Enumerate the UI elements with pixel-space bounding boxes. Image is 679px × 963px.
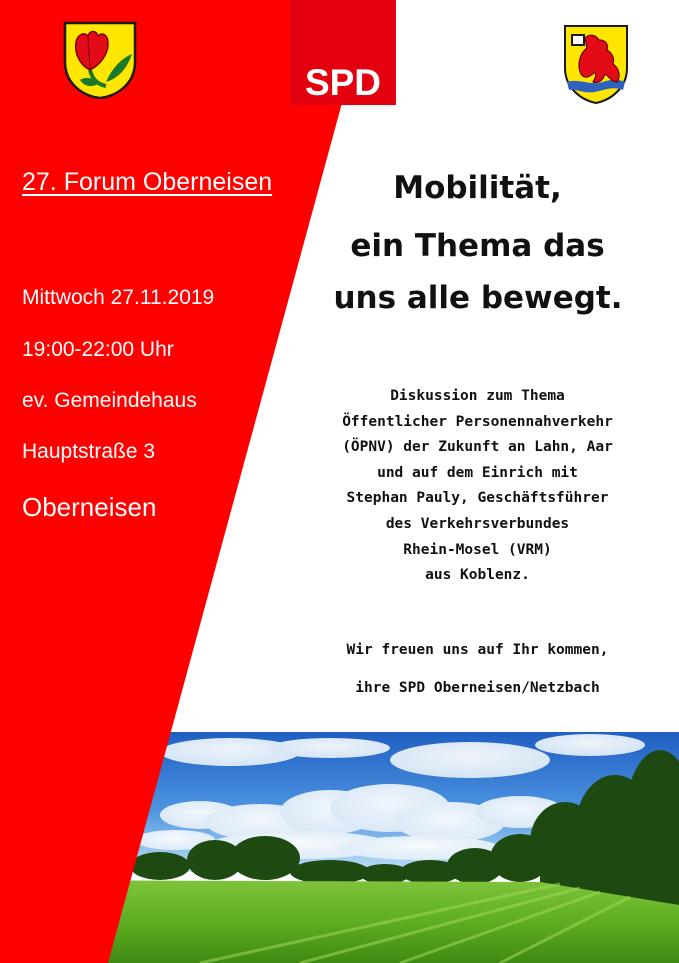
description-line: Öffentlicher Personennahverkehr	[342, 414, 613, 430]
description-line: Rhein-Mosel (VRM)	[403, 542, 552, 558]
description-line: Diskussion zum Thema	[390, 388, 565, 404]
forum-title: 27. Forum Oberneisen	[22, 168, 273, 196]
description-line: aus Koblenz.	[425, 567, 530, 583]
event-street: Hauptstraße 3	[22, 440, 156, 463]
closing-line-1: Wir freuen uns auf Ihr kommen,	[346, 642, 609, 658]
description-line: und auf dem Einrich mit	[377, 465, 578, 481]
description-line: (ÖPNV) der Zukunft an Lahn, Aar	[342, 439, 613, 455]
headline-line-2: ein Thema das	[350, 228, 605, 264]
lion-coat-of-arms-icon	[563, 24, 629, 104]
spd-logo	[290, 0, 396, 105]
event-date: Mittwoch 27.11.2019	[22, 286, 215, 309]
headline-line-3: uns alle bewegt.	[333, 280, 623, 316]
description-line: Stephan Pauly, Geschäftsführer	[346, 490, 609, 506]
headline-line-1: Mobilität,	[393, 170, 562, 206]
event-venue: ev. Gemeindehaus	[22, 389, 197, 412]
event-time: 19:00-22:00 Uhr	[22, 338, 174, 361]
description-line: des Verkehrsverbundes	[385, 516, 570, 532]
spd-logo-text: SPD	[304, 62, 382, 103]
closing-line-2: ihre SPD Oberneisen/Netzbach	[355, 680, 600, 696]
tulip-coat-of-arms-icon	[62, 20, 138, 99]
event-town: Oberneisen	[22, 492, 157, 522]
